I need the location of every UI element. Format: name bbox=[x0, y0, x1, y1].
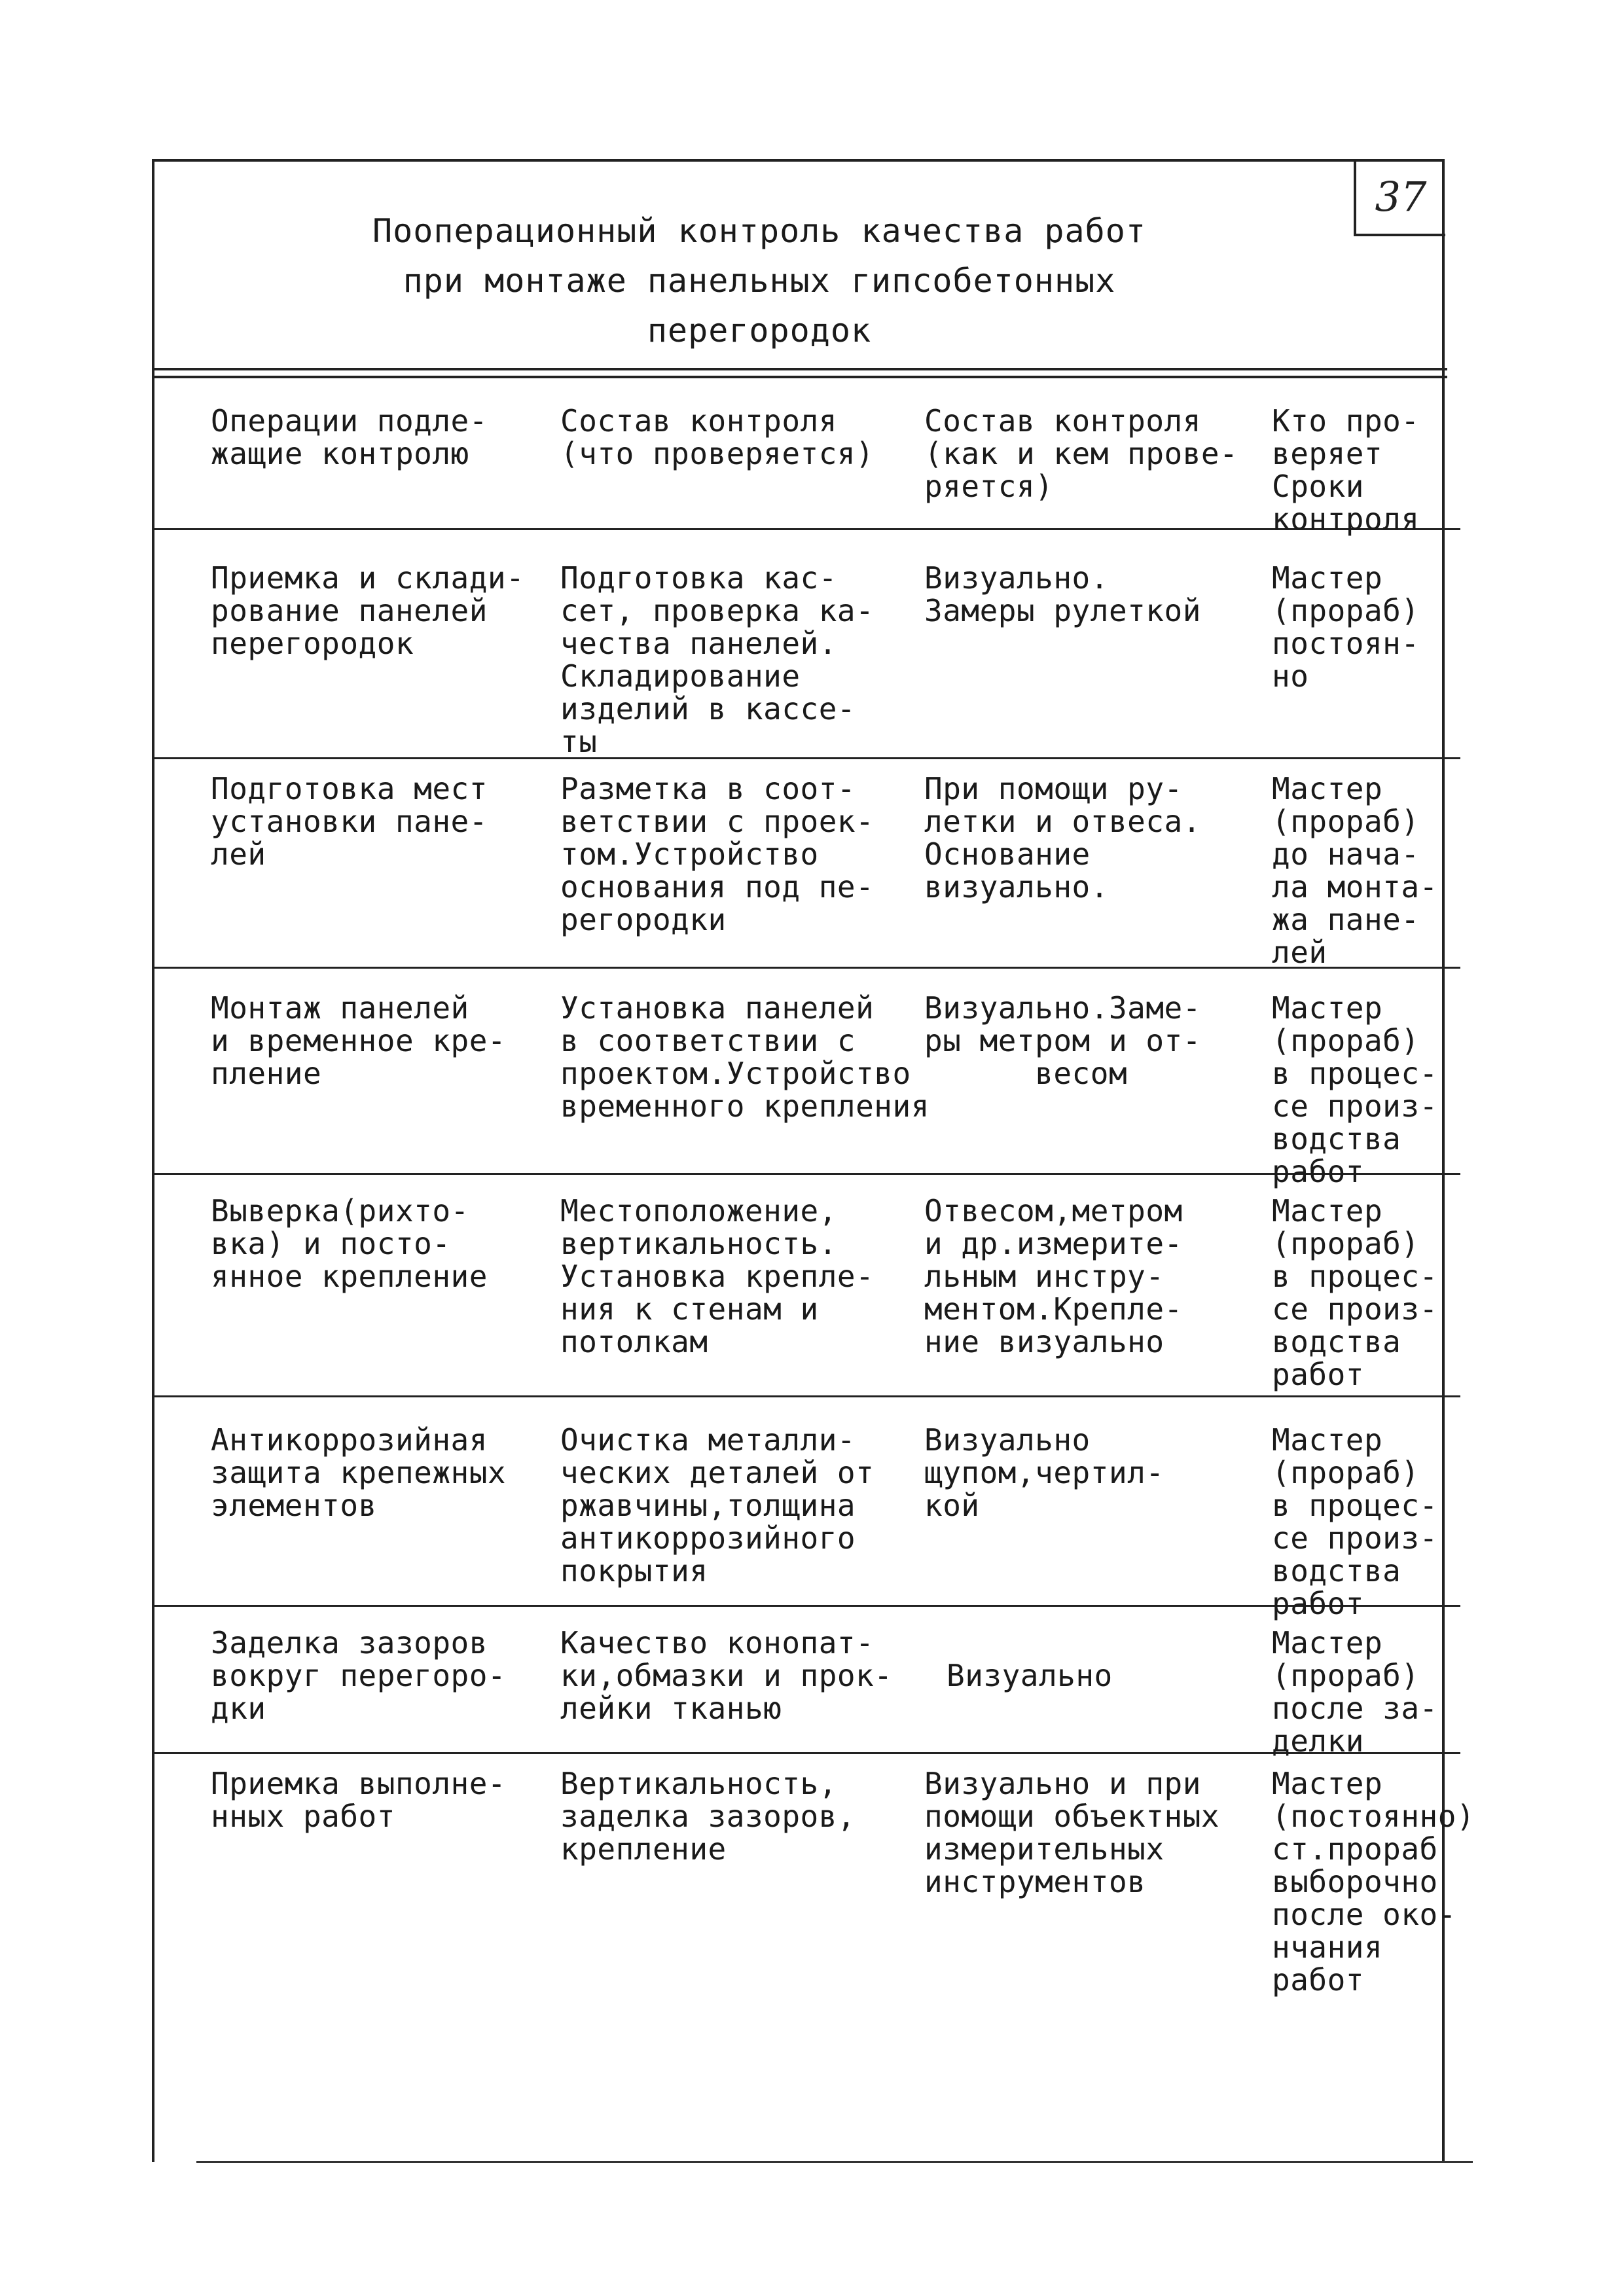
title-divider bbox=[154, 368, 1447, 370]
table-row bbox=[154, 1607, 1460, 1759]
cell-how: При помощи ру- летки и отвеса. Основание визуально. bbox=[924, 771, 1201, 905]
cell-operation: Монтаж панелей и временное кре- пление bbox=[211, 990, 507, 1091]
header-operations: Операции подле- жащие контролю bbox=[211, 403, 488, 471]
title-line-1: Пооперационный контроль качества работ bbox=[372, 212, 1146, 250]
table-row bbox=[154, 530, 1460, 759]
cell-what: Подготовка кас- сет, проверка ка- чества панелей. Складирование изделий в кассе- ты bbox=[560, 560, 875, 759]
table-row bbox=[154, 759, 1460, 969]
cell-what: Вертикальность, заделка зазоров, крепление bbox=[560, 1766, 856, 1867]
cell-what: Установка панелей в соответствии с проектом.Устройство временного крепления bbox=[560, 990, 929, 1124]
bottom-rule bbox=[196, 2161, 1473, 2163]
cell-what: Разметка в соот- ветствии с проек- том.Устройство основания под пе- регородки bbox=[560, 771, 875, 937]
header-what-checked: Состав контроля (что проверяется) bbox=[560, 403, 875, 471]
title-line-3: перегородок bbox=[647, 312, 872, 350]
cell-operation: Приемка и склади- рование панелей перегородок bbox=[211, 560, 525, 661]
table-row bbox=[154, 1754, 1475, 2173]
table-row bbox=[154, 1397, 1460, 1621]
table-row bbox=[154, 1175, 1460, 1397]
cell-who: Мастер (прораб) постоян- но bbox=[1272, 560, 1420, 694]
cell-operation: Заделка зазоров вокруг перегоро- дки bbox=[211, 1625, 507, 1726]
table-header-row bbox=[154, 373, 1460, 537]
cell-who: Мастер (прораб) в процес- се произ- водства работ bbox=[1272, 1193, 1438, 1392]
cell-how: Визуально. Замеры рулеткой bbox=[924, 560, 1201, 628]
table-row bbox=[154, 969, 1460, 1189]
cell-who: Мастер (прораб) в процес- се произ- водства работ bbox=[1272, 1422, 1438, 1621]
cell-operation: Выверка(рихто- вка) и посто- янное крепление bbox=[211, 1193, 488, 1294]
cell-who: Мастер (прораб) до нача- ла монта- жа пане- лей bbox=[1272, 771, 1438, 970]
cell-operation: Подготовка мест установки пане- лей bbox=[211, 771, 488, 872]
header-how-checked: Состав контроля (как и кем прове- ряется) bbox=[924, 403, 1238, 504]
cell-how: Визуально bbox=[947, 1658, 1113, 1693]
cell-who: Мастер (постоянно) ст.прораб выборочно после око- нчания работ bbox=[1272, 1766, 1475, 1998]
document-title bbox=[275, 206, 1244, 355]
cell-who: Мастер (прораб) после за- делки bbox=[1272, 1625, 1438, 1759]
cell-how: Отвесом,метром и др.измерите- льным инстру- ментом.Крепле- ние визуально bbox=[924, 1193, 1183, 1359]
title-line-2: при монтаже панельных гипсобетонных bbox=[403, 262, 1116, 300]
cell-operation: Приемка выполне- нных работ bbox=[211, 1766, 507, 1834]
cell-what: Очистка металли- ческих деталей от ржавчины,толщина антикоррозийного покрытия bbox=[560, 1422, 875, 1588]
cell-what: Местоположение, вертикальность. Установка крепле- ния к стенам и потолкам bbox=[560, 1193, 875, 1359]
cell-how: Визуально и при помощи объектных измерительных инструментов bbox=[924, 1766, 1220, 1899]
header-who-when: Кто про- веряет Сроки контроля bbox=[1272, 403, 1420, 537]
cell-operation: Антикоррозийная защита крепежных элементов bbox=[211, 1422, 507, 1523]
cell-what: Качество конопат- ки,обмазки и прок- лейки тканью bbox=[560, 1625, 893, 1726]
cell-how: Визуально щупом,чертил- кой bbox=[924, 1422, 1164, 1523]
cell-how: Визуально.Заме- ры метром и от- весом bbox=[924, 990, 1201, 1091]
cell-who: Мастер (прораб) в процес- се произ- водства работ bbox=[1272, 990, 1438, 1189]
page-number: 37 bbox=[1354, 159, 1445, 236]
